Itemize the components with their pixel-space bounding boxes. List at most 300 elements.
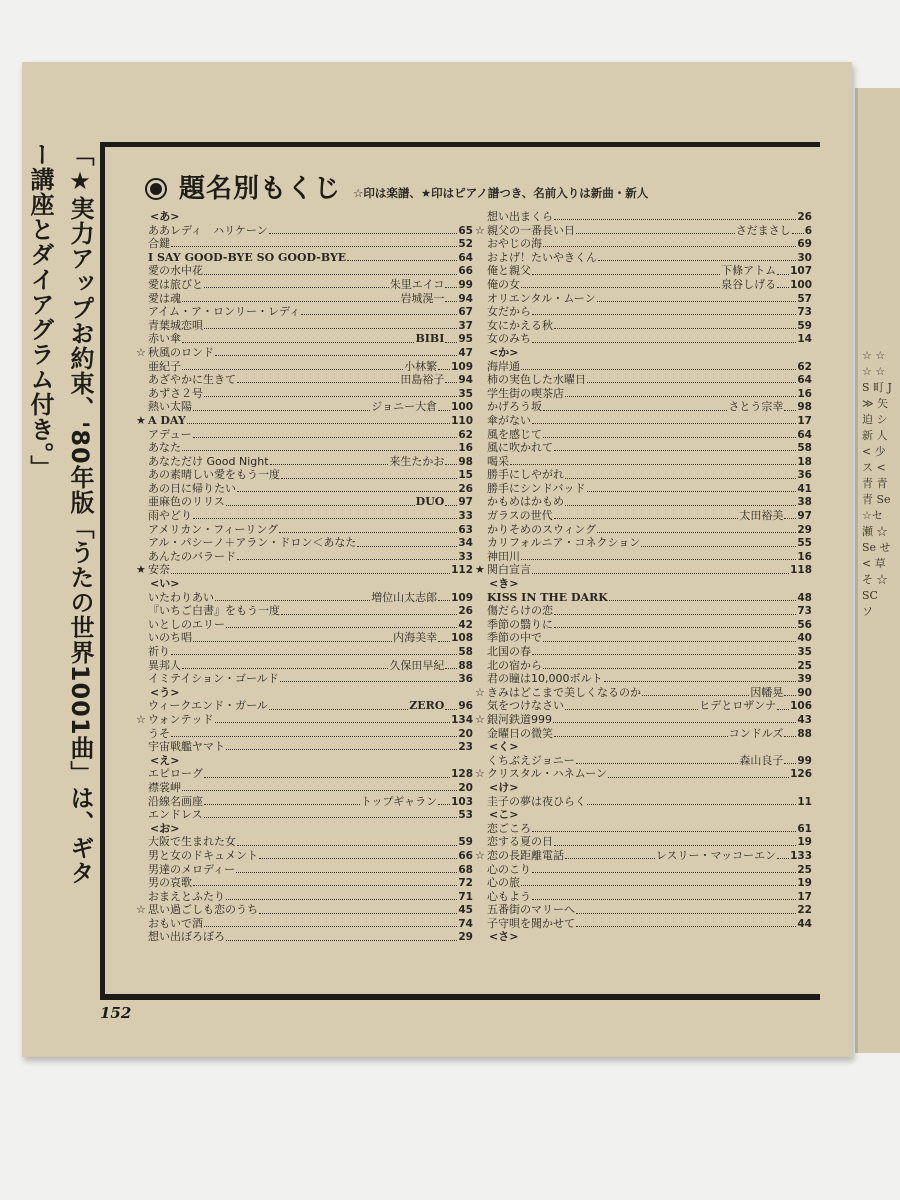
artist-name: 下條アトム (721, 264, 777, 278)
page-ref: 48 (797, 591, 812, 604)
index-entry (148, 237, 473, 251)
dot-leader (521, 551, 796, 560)
dot-leader (193, 429, 458, 438)
dot-leader (187, 415, 450, 424)
page-ref: 99 (797, 754, 812, 767)
artist-name: 内海美幸 (393, 631, 438, 645)
index-entry (487, 264, 812, 278)
score-star-icon: ☆ (136, 903, 146, 917)
dot-leader (357, 538, 457, 547)
song-title: あなた (148, 441, 181, 455)
page-ref: 64 (797, 374, 812, 387)
page-ref: 107 (790, 265, 812, 278)
song-title: 女だから (487, 305, 531, 319)
dot-leader (226, 891, 457, 900)
dot-leader (532, 306, 796, 315)
dot-leader (204, 388, 457, 397)
index-entry (487, 618, 812, 632)
index-entry (148, 509, 473, 523)
dot-leader (236, 864, 457, 873)
index-entry (487, 468, 812, 482)
dot-leader (642, 687, 749, 696)
song-title: ウィークエンド・ガール (148, 699, 268, 713)
dot-leader (510, 456, 796, 465)
song-title: 銀河鉄道999 (487, 712, 552, 726)
index-entry (148, 767, 473, 781)
dot-leader (554, 320, 796, 329)
page-number: 152 (100, 1004, 132, 1022)
facing-page-edge (855, 88, 900, 1053)
dot-leader (445, 701, 457, 710)
score-star-icon: ☆ (136, 712, 146, 726)
song-title: 女にかえる秋 (487, 318, 553, 332)
dot-leader (226, 497, 415, 506)
dot-leader (445, 660, 457, 669)
dot-leader (226, 741, 457, 750)
section-header-label: <う> (150, 685, 180, 699)
facing-page-fragment: ☆ ☆ ☆ ☆ S 町 J ≫ 矢 迫 シ 新 人 < 少 ス < 青 青 青 Se ☆セ 瀬 ☆Se せ < 草 そ ☆SC ソ (862, 349, 892, 618)
song-title: 五番街のマリーへ (487, 903, 575, 917)
dot-leader (609, 592, 797, 601)
artist-name: 増位山太志郎 (371, 590, 438, 604)
dot-leader (193, 402, 370, 411)
dot-leader (565, 388, 796, 397)
dot-leader (438, 361, 450, 370)
artist-name: 岩城滉一 (400, 291, 445, 305)
dot-leader (182, 442, 457, 451)
index-entry (487, 482, 812, 496)
page-title: 題名別もくじ (179, 174, 342, 204)
artist-name: コンドルズ (728, 726, 784, 740)
song-title: 沿線名画座 (148, 794, 203, 808)
song-title: 神田川 (487, 549, 520, 563)
song-title: いのち唱 (148, 631, 192, 645)
dot-leader (215, 592, 370, 601)
index-entry (487, 645, 812, 659)
score-star-icon: ☆ (475, 848, 485, 862)
dot-leader (554, 442, 796, 451)
page-ref: 55 (797, 537, 812, 550)
index-entry (487, 292, 812, 306)
song-title: 親父の一番長い日 (487, 223, 575, 237)
dot-leader (445, 334, 457, 343)
page-ref: 100 (451, 401, 473, 414)
song-title: 恋する夏の日 (487, 835, 553, 849)
index-entry (475, 712, 812, 727)
song-title: 喝采 (487, 454, 509, 468)
index-entry (487, 509, 812, 523)
page-ref: 15 (458, 469, 473, 482)
index-entry (487, 631, 812, 645)
page-ref: 59 (458, 836, 473, 849)
section-header-label: <か> (489, 345, 519, 359)
dot-leader (171, 646, 457, 655)
artist-name: 泉谷しげる (721, 277, 777, 291)
section-header (148, 210, 473, 224)
page-ref: 38 (797, 496, 812, 509)
page-ref: 41 (797, 482, 812, 495)
section-header (148, 754, 473, 768)
section-header (487, 930, 812, 944)
dot-leader (792, 225, 804, 234)
page-ref: 25 (797, 659, 812, 672)
index-entry (487, 822, 812, 836)
dot-leader (259, 905, 457, 914)
artist-name: さとう宗幸 (728, 400, 784, 414)
page-ref: 22 (797, 904, 812, 917)
dot-leader (521, 361, 796, 370)
index-entry (136, 413, 473, 428)
song-title: 女のみち (487, 332, 531, 346)
page-ref: 72 (458, 877, 473, 890)
song-title: 男と女のドキュメント (148, 848, 258, 862)
dot-leader (587, 796, 796, 805)
song-title: 傘がない (487, 413, 531, 427)
dot-leader (438, 796, 450, 805)
dot-leader (171, 238, 457, 247)
dot-leader (171, 728, 457, 737)
song-title: 愛は旅びと (148, 277, 203, 291)
index-entry (148, 890, 473, 904)
index-entry (148, 400, 473, 414)
section-header (487, 346, 812, 360)
index-entry (487, 795, 812, 809)
song-title: うそ (148, 726, 170, 740)
index-entry (487, 863, 812, 877)
artist-name: 因幡晃 (750, 685, 784, 699)
dot-leader (521, 877, 796, 886)
page-ref: 29 (797, 523, 812, 536)
index-entry (487, 360, 812, 374)
dot-leader (608, 769, 789, 778)
page-ref: 19 (797, 836, 812, 849)
dot-leader (171, 565, 450, 574)
dot-leader (182, 334, 414, 343)
page-ref: 52 (458, 238, 473, 251)
song-title: かりそめのスウィング (487, 522, 597, 536)
dot-leader (554, 510, 739, 519)
dot-leader (182, 361, 403, 370)
artist-name: 太田裕美 (739, 509, 784, 523)
song-title: ああレディ ハリケーン (148, 223, 268, 237)
index-entry (148, 319, 473, 333)
index-entry (475, 563, 812, 577)
song-title: 君の瞳は10,000ボルト (487, 672, 603, 686)
dot-leader (193, 633, 392, 642)
index-entry (148, 917, 473, 931)
song-title: あざやかに生きて (148, 373, 236, 387)
song-title: エピローグ (148, 767, 203, 781)
index-entry (148, 795, 473, 809)
dot-leader (543, 633, 796, 642)
song-title: 気をつけなさい (487, 699, 564, 713)
page-ref: 45 (458, 904, 473, 917)
song-title: あの素晴しい愛をもう一度 (148, 468, 280, 482)
index-entry (136, 345, 473, 360)
song-title: 風に吹かれて (487, 441, 553, 455)
dot-leader (784, 728, 796, 737)
page-ref: 39 (797, 673, 812, 686)
index-entry (487, 659, 812, 673)
index-entry (148, 224, 473, 238)
dot-leader (438, 633, 450, 642)
index-entry (148, 591, 473, 605)
page-ref: 118 (790, 564, 812, 577)
dot-leader (641, 538, 796, 547)
index-entry (148, 292, 473, 306)
dot-leader (237, 837, 457, 846)
index-entry (148, 305, 473, 319)
index-entry (487, 400, 812, 414)
dot-leader (532, 266, 720, 275)
page-ref: 108 (451, 632, 473, 645)
section-header (148, 822, 473, 836)
index-entry (487, 917, 812, 931)
page-ref: 112 (451, 564, 473, 577)
dot-leader (269, 225, 458, 234)
index-entry (148, 808, 473, 822)
dot-leader (784, 402, 796, 411)
song-title: 心の旅 (487, 876, 520, 890)
page-ref: 29 (458, 931, 473, 944)
page-ref: 110 (451, 414, 473, 427)
song-title: 柿の実色した水曜日 (487, 373, 586, 387)
index-entry (487, 495, 812, 509)
page-ref: 11 (797, 795, 812, 808)
song-title: アデュー (148, 427, 192, 441)
song-title: 傷だらけの恋 (487, 604, 553, 618)
index-entry (148, 672, 473, 686)
dot-leader (237, 483, 457, 492)
page-ref: 58 (797, 442, 812, 455)
dot-leader (193, 510, 457, 519)
page-ref: 73 (797, 605, 812, 618)
index-entry (148, 849, 473, 863)
index-entry (487, 754, 812, 768)
song-title: オリエンタル・ムーン (487, 291, 596, 305)
song-title: 季節の中で (487, 631, 542, 645)
song-title: 俺と親父 (487, 264, 531, 278)
artist-name: さだまさし (735, 223, 791, 237)
page-ref: 59 (797, 319, 812, 332)
index-entry (148, 727, 473, 741)
page-ref: 17 (797, 890, 812, 903)
song-title: いとしのエリー (148, 617, 225, 631)
page-ref: 106 (790, 700, 812, 713)
circle-bullet-icon (145, 178, 167, 200)
dot-leader (301, 306, 457, 315)
song-title: 亜紀子 (148, 359, 181, 373)
dot-leader (281, 606, 457, 615)
song-title: 大阪で生まれた女 (148, 835, 236, 849)
artist-name: BIBI (415, 332, 445, 346)
dot-leader (237, 551, 457, 560)
page-ref: 62 (458, 428, 473, 441)
song-title: きみはどこまで美しくなるのか (487, 685, 641, 699)
song-title: アメリカン・フィーリング (148, 522, 279, 536)
dot-leader (532, 415, 796, 424)
index-entry (148, 876, 473, 890)
index-entry (148, 495, 473, 509)
dot-leader (193, 877, 457, 886)
dot-leader (604, 673, 797, 682)
page-ref: 103 (451, 795, 473, 808)
page-ref: 42 (458, 618, 473, 631)
song-title: 男達のメロディー (148, 862, 236, 876)
index-entry (487, 387, 812, 401)
song-title: 青葉城恋唄 (148, 318, 203, 332)
song-title: あなただけ Good Night (148, 454, 269, 468)
index-entry (148, 278, 473, 292)
dot-leader (565, 470, 796, 479)
dot-leader (259, 850, 457, 859)
artist-name: 来生たかお (389, 454, 445, 468)
song-title: 合鍵 (148, 237, 170, 251)
dot-leader (784, 687, 796, 696)
page-ref: 71 (458, 890, 473, 903)
dot-leader (543, 238, 796, 247)
page-ref: 128 (451, 768, 473, 781)
song-title: およげ！たいやきくん (487, 250, 597, 264)
song-title: 祈り (148, 645, 170, 658)
dot-leader (204, 279, 389, 288)
dot-leader (598, 252, 796, 261)
page-ref: 65 (458, 224, 473, 237)
artist-name: 森山良子 (739, 753, 784, 767)
index-entry (148, 455, 473, 469)
dot-leader (565, 497, 796, 506)
song-title: いたわりあい (148, 590, 214, 604)
dot-leader (204, 918, 457, 927)
dot-leader (532, 823, 796, 832)
song-title: 宇宙戦艦ヤマト (148, 740, 225, 754)
page-ref: 56 (797, 618, 812, 631)
song-title: 勝手にしやがれ (487, 468, 564, 482)
index-entry (136, 903, 473, 917)
section-header (487, 808, 812, 822)
page-ref: 43 (797, 713, 812, 726)
index-entry (487, 591, 812, 605)
song-title: 想い出まくら (487, 210, 553, 223)
index-entry (148, 468, 473, 482)
section-header (487, 577, 812, 591)
index-entry (487, 237, 812, 251)
index-entry (487, 699, 812, 713)
dot-leader (347, 252, 457, 261)
dot-leader (784, 755, 796, 764)
page-ref: 20 (458, 781, 473, 794)
artist-name: レスリー・マッコーエン (655, 848, 777, 862)
artist-name: ヒデとロザンナ (699, 699, 777, 713)
index-entry (475, 223, 812, 238)
page-ref: 58 (458, 646, 473, 658)
song-title: 恋ごころ (487, 821, 531, 835)
dot-leader (777, 266, 789, 275)
dot-leader (597, 524, 796, 533)
page-ref: 33 (458, 510, 473, 523)
song-title: 襟裳岬 (148, 780, 181, 794)
dot-leader (777, 701, 789, 710)
score-star-icon: ☆ (475, 712, 485, 726)
index-entry (148, 604, 473, 618)
dot-leader (182, 782, 457, 791)
index-entry (148, 699, 473, 713)
dot-leader (554, 837, 796, 846)
song-title: 愛の水中花 (148, 264, 203, 278)
song-title: エンドレス (148, 808, 203, 822)
dot-leader (565, 701, 698, 710)
song-title: 心のこり (487, 862, 531, 876)
song-title: 海岸通 (487, 359, 520, 373)
index-entry (148, 428, 473, 442)
dot-leader (543, 429, 796, 438)
index-entry (487, 251, 812, 265)
dot-leader (226, 932, 457, 941)
dot-leader (279, 524, 457, 533)
dot-leader (445, 374, 457, 383)
dot-leader (576, 225, 735, 234)
page-ref: 126 (790, 768, 812, 781)
page-ref: 98 (797, 401, 812, 414)
dot-leader (532, 891, 796, 900)
page-ref: 30 (797, 251, 812, 264)
page-ref: 16 (458, 442, 473, 455)
section-header-label: <き> (489, 577, 519, 591)
index-entry (148, 387, 473, 401)
page-ref: 26 (797, 211, 812, 223)
page-ref: 109 (451, 591, 473, 604)
page-ref: 44 (797, 917, 812, 930)
song-title: 季節の翳りに (487, 617, 553, 631)
dot-leader (554, 606, 796, 615)
index-entry (487, 455, 812, 469)
index-entry (148, 482, 473, 496)
page-ref: 53 (458, 809, 473, 822)
side-caption: 「★実力アップお約束、'80年版「うたの世界1001曲」は、ギター講座とダイアグラム付き。」 (26, 142, 94, 886)
index-entry (487, 278, 812, 292)
song-title: 恋の長距離電話 (487, 848, 564, 862)
dot-leader (182, 660, 388, 669)
song-title: 雨やどり (148, 509, 192, 523)
dot-leader (445, 456, 457, 465)
dot-leader (554, 619, 796, 628)
dot-leader (204, 796, 360, 805)
artist-name: 久保田早紀 (389, 658, 445, 672)
score-star-icon: ☆ (475, 767, 485, 781)
score-star-icon: ☆ (475, 685, 485, 699)
song-title: 北の宿から (487, 658, 542, 672)
page-ref: 20 (458, 727, 473, 740)
index-entry (487, 414, 812, 428)
section-header-label: <え> (150, 753, 180, 767)
index-entry (148, 863, 473, 877)
index-entry (148, 618, 473, 632)
index-entry (487, 523, 812, 537)
page-ref: 47 (458, 346, 473, 359)
page-ref: 35 (797, 646, 812, 658)
dot-leader (543, 660, 796, 669)
piano-score-star-icon: ★ (475, 563, 485, 577)
score-star-icon: ☆ (475, 223, 485, 237)
dot-leader (576, 918, 796, 927)
page-ref: 90 (797, 686, 812, 699)
index-entry (148, 251, 473, 265)
dot-leader (438, 402, 450, 411)
song-title: 金曜日の微笑 (487, 726, 553, 740)
page-ref: 95 (458, 333, 473, 346)
artist-name: ジョニー大倉 (371, 400, 438, 414)
index-entry (148, 645, 473, 659)
